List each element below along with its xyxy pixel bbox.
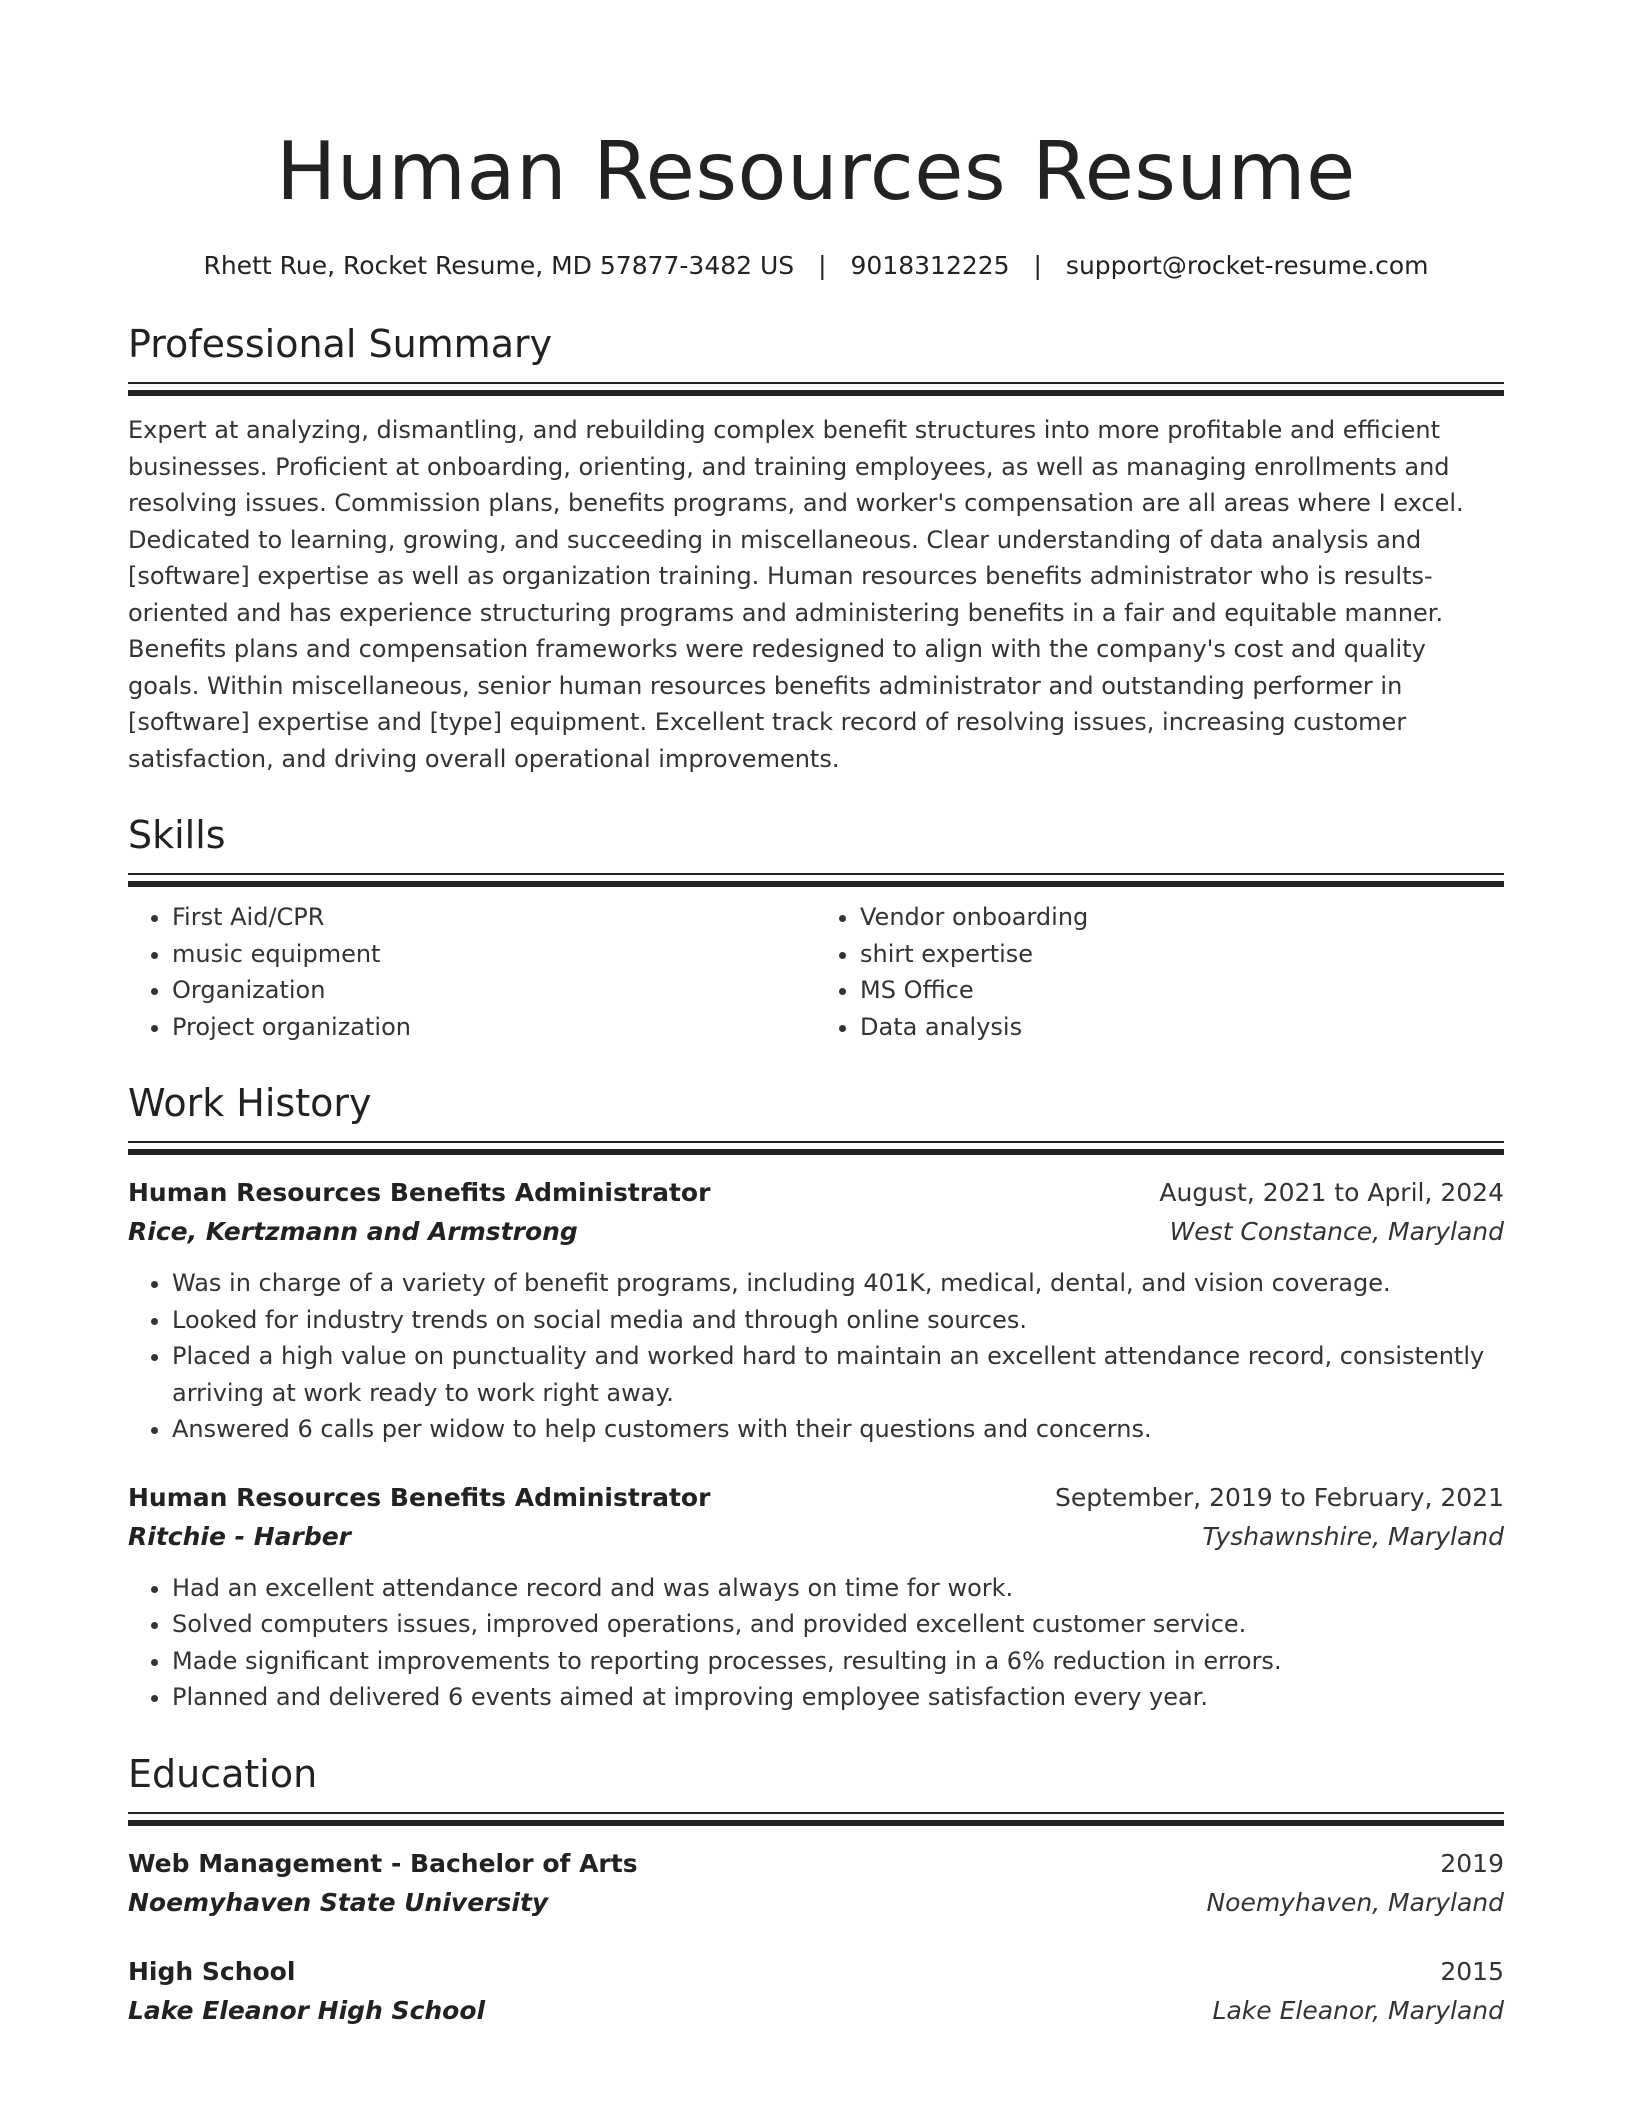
- education-degree: High School: [128, 1956, 296, 1986]
- contact-email: support@rocket-resume.com: [1065, 251, 1429, 280]
- section-divider-thick: [128, 1149, 1504, 1155]
- job-bullet: • Looked for industry trends on social media and through online sources.: [172, 1302, 1504, 1339]
- job-bullet: • Was in charge of a variety of benefit programs, including 401K, medical, dental, and vision coverage.: [172, 1265, 1504, 1302]
- work-history-section: [128, 1077, 1504, 1716]
- summary-section: [128, 318, 1504, 777]
- contact-separator: |: [818, 251, 827, 280]
- skill-item: • MS Office: [860, 972, 1504, 1009]
- education-entry: [128, 1844, 1504, 1922]
- job-company: Rice, Kertzmann and Armstrong: [128, 1217, 578, 1246]
- job-company: Ritchie - Harber: [128, 1521, 351, 1551]
- resume-title: Human Resources Resume: [276, 125, 1356, 218]
- section-divider-thick: [128, 881, 1504, 887]
- skill-item: • music equipment: [172, 936, 816, 973]
- job-bullets: [128, 1265, 1504, 1448]
- skill-item: • Organization: [172, 972, 816, 1009]
- job-title: Human Resources Benefits Administrator: [128, 1482, 711, 1512]
- job-bullet: • Made significant improvements to reporting processes, resulting in a 6% reduction in errors.: [172, 1643, 1504, 1680]
- education-entry: [128, 1952, 1504, 2030]
- education-year: 2019: [1440, 1848, 1504, 1878]
- summary-heading: Professional Summary: [128, 322, 553, 366]
- job-bullet: • Planned and delivered 6 events aimed at improving employee satisfaction every year.: [172, 1679, 1504, 1716]
- education-school: Lake Eleanor High School: [128, 1995, 486, 2025]
- section-divider: [128, 873, 1504, 887]
- education-section: [128, 1748, 1504, 2030]
- contact-address: Rhett Rue, Rocket Resume, MD 57877-3482 US: [203, 251, 795, 280]
- work-history-heading: Work History: [128, 1081, 372, 1125]
- job-company-row: [128, 1212, 1504, 1251]
- skills-list-right: [816, 899, 1504, 1045]
- job-bullet: • Solved computers issues, improved operations, and provided excellent customer service.: [172, 1606, 1504, 1643]
- contact-separator: |: [1033, 251, 1042, 280]
- education-year: 2015: [1440, 1956, 1504, 1986]
- skill-item: • Project organization: [172, 1009, 816, 1046]
- education-school-row: [128, 1991, 1504, 2030]
- education-heading: Education: [128, 1751, 318, 1796]
- skills-heading: Skills: [128, 813, 226, 857]
- section-divider-thick: [128, 390, 1504, 396]
- skill-item: • First Aid/CPR: [172, 899, 816, 936]
- section-divider-thick: [128, 1820, 1504, 1826]
- section-divider: [128, 382, 1504, 396]
- skills-section: [128, 809, 1504, 1045]
- job-bullet: • Had an excellent attendance record and was always on time for work.: [172, 1570, 1504, 1607]
- contact-line: [128, 246, 1504, 286]
- job-title: Human Resources Benefits Administrator: [128, 1178, 711, 1207]
- job-bullet: • Placed a high value on punctuality and worked hard to maintain an excellent attendance record, consistently arriving at work ready to work right away.: [172, 1338, 1504, 1411]
- job-dates: September, 2019 to February, 2021: [1055, 1482, 1504, 1512]
- education-location: Lake Eleanor, Maryland: [1212, 1995, 1504, 2025]
- skill-item: • Vendor onboarding: [860, 899, 1504, 936]
- skill-item: • shirt expertise: [860, 936, 1504, 973]
- summary-text: Expert at analyzing, dismantling, and rebuilding complex benefit structures into more profitable and efficient businesses. Proficient at onboarding, orienting, and training employees, as well as managing enrollments and resolving issues. Commission plans, benefits programs, and worker's compensation are all areas where I excel. Dedicated to learning, growing, and succeeding in miscellaneous. Clear understanding of data analysis and [software] expertise as well as organization training. Human resources benefits administrator who is results-oriented and has experience structuring programs and administering benefits in a fair and equitable manner. Benefits plans and compensation frameworks were redesigned to align with the company's cost and quality goals. Within miscellaneous, senior human resources benefits administrator and outstanding performer in [software] expertise and [type] equipment. Excellent track record of resolving issues, increasing customer satisfaction, and driving overall operational improvements.: [128, 416, 1464, 773]
- contact-phone: 9018312225: [850, 251, 1010, 280]
- education-degree: Web Management - Bachelor of Arts: [128, 1848, 638, 1878]
- job-entry: [128, 1478, 1504, 1716]
- skill-item: • Data analysis: [860, 1009, 1504, 1046]
- job-location: West Constance, Maryland: [1169, 1217, 1504, 1246]
- section-divider: [128, 1141, 1504, 1155]
- job-location: Tyshawnshire, Maryland: [1202, 1521, 1504, 1551]
- job-entry: [128, 1173, 1504, 1448]
- skills-list-left: [128, 899, 816, 1045]
- skills-grid: [128, 899, 1504, 1045]
- job-dates: August, 2021 to April, 2024: [1159, 1178, 1504, 1207]
- job-bullet: • Answered 6 calls per widow to help customers with their questions and concerns.: [172, 1411, 1504, 1448]
- education-school: Noemyhaven State University: [128, 1887, 549, 1917]
- education-header-row: [128, 1844, 1504, 1883]
- section-divider: [128, 1812, 1504, 1826]
- education-location: Noemyhaven, Maryland: [1206, 1887, 1504, 1917]
- job-bullets: [128, 1570, 1504, 1716]
- job-header-row: [128, 1173, 1504, 1212]
- job-company-row: [128, 1517, 1504, 1556]
- job-header-row: [128, 1478, 1504, 1517]
- education-header-row: [128, 1952, 1504, 1991]
- education-school-row: [128, 1883, 1504, 1922]
